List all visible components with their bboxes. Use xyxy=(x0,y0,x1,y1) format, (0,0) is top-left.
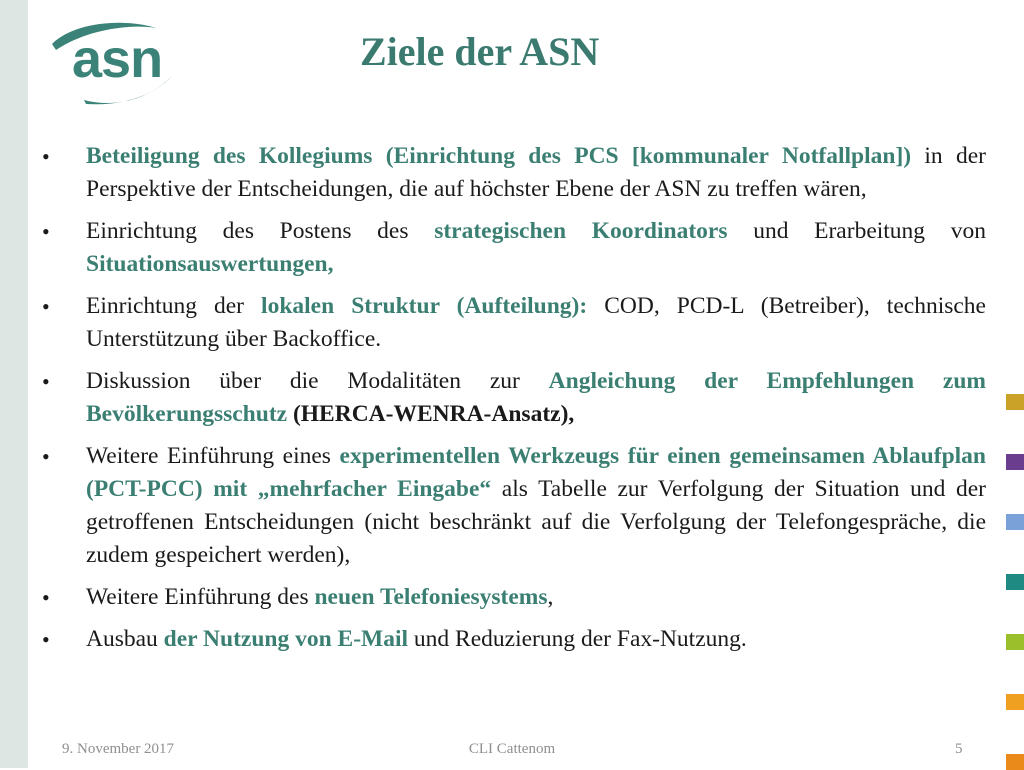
bullet-list xyxy=(38,140,986,665)
bullet-text-run: Ausbau xyxy=(86,626,164,652)
bullet-dot-icon: • xyxy=(42,219,50,244)
bullet-dot-icon: • xyxy=(42,144,50,169)
bullet-text-run: (HERCA-WENRA-Ansatz), xyxy=(287,401,575,427)
bullet-item xyxy=(38,215,986,281)
bullet-item xyxy=(38,581,986,614)
bullet-text-run: Weitere Einführung eines xyxy=(86,443,340,469)
footer-center-text: CLI Cattenom xyxy=(468,741,556,757)
bullet-item xyxy=(38,623,986,656)
decorative-square xyxy=(1006,574,1024,590)
bullet-text-run: in der Perspektive der Entscheidungen, die auf höchster Ebene der ASN zu treffen wären, xyxy=(86,143,986,202)
asn-logo xyxy=(44,14,184,114)
slide-title: Ziele der ASN xyxy=(360,29,600,74)
bullet-text-run: Einrichtung des Postens des xyxy=(86,218,435,244)
bullet-text-run: Einrichtung der xyxy=(86,293,262,319)
bullet-text-run: Situationsauswertungen, xyxy=(86,251,334,277)
bullet-dot-icon: • xyxy=(42,369,50,394)
logo-wordmark: asn xyxy=(72,29,163,89)
bullet-text-run: und Reduzierung der Fax-Nutzung. xyxy=(408,626,747,652)
bullet-text-run: Angleichung der Empfehlungen zum Bevölkerungsschutz xyxy=(86,368,986,427)
bullet-dot-icon: • xyxy=(42,585,50,610)
bullet-item xyxy=(38,440,986,572)
bullet-text-run: der Nutzung von E-Mail xyxy=(163,626,409,652)
bullet-text-run: lokalen Struktur (Aufteilung): xyxy=(261,293,588,319)
decorative-square xyxy=(1006,454,1024,470)
bullet-text-run: neuen Telefoniesystems xyxy=(314,584,548,610)
bullet-text-run: Diskussion über die Modalitäten zur xyxy=(86,368,549,394)
decorative-square xyxy=(1006,514,1024,530)
bullet-text-run: als Tabelle zur Verfolgung der Situation und der getroffenen Entscheidungen (nicht beschränkt auf die Verfolgung der Telefongespräche, die zudem gespeichert werden), xyxy=(86,476,986,568)
bullet-dot-icon: • xyxy=(42,444,50,469)
bullet-text-run: , xyxy=(547,584,554,610)
left-decorative-band xyxy=(0,0,28,768)
bullet-text-run: Weitere Einführung des xyxy=(86,584,315,610)
bullet-text-run: Beteiligung des Kollegiums (Einrichtung des PCS [kommunaler Notfallplan]) xyxy=(86,143,912,169)
bullet-item xyxy=(38,290,986,356)
bullet-item xyxy=(38,140,986,206)
footer-date: 9. November 2017 xyxy=(62,741,175,757)
bullet-text-run: experimentellen Werkzeugs für einen gemeinsamen Ablaufplan (PCT-PCC) mit „mehrfacher Eingabe“ xyxy=(86,443,986,502)
decorative-square xyxy=(1006,394,1024,410)
bullet-dot-icon: • xyxy=(42,627,50,652)
decorative-square xyxy=(1006,634,1024,650)
bullet-dot-icon: • xyxy=(42,294,50,319)
bullet-text-run: und Erarbeitung von xyxy=(727,218,986,244)
bullet-text-run: strategischen Koordinators xyxy=(434,218,728,244)
decorative-square xyxy=(1006,694,1024,710)
bullet-text-run: COD, PCD-L (Betreiber), technische Unterstützung über Backoffice. xyxy=(86,293,986,352)
footer-page-number: 5 xyxy=(955,741,963,757)
bullet-item xyxy=(38,365,986,431)
